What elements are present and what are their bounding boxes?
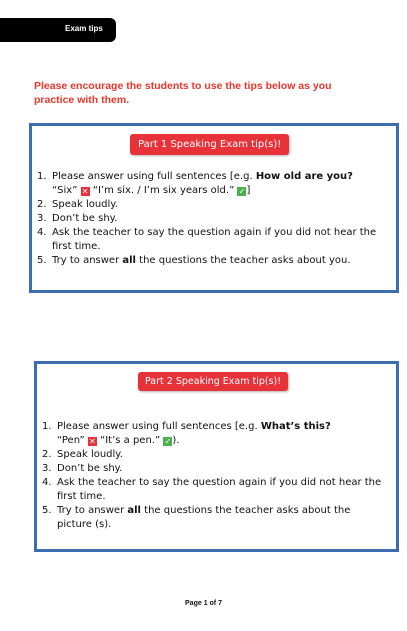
- list-item-number: 3.: [42, 463, 52, 474]
- tip-text: the questions the teacher asks about you.: [135, 255, 351, 266]
- cross-box-icon: ✕: [81, 187, 89, 196]
- part2-tips-box: [34, 361, 399, 552]
- list-item-number: 4.: [37, 227, 47, 238]
- tip-text: Don’t be shy.: [52, 213, 118, 224]
- tip-text: Don’t be shy.: [57, 463, 123, 474]
- list-item: [37, 226, 392, 254]
- right-answer: “I’m six. / I’m six years old.”: [89, 185, 238, 196]
- wrong-answer: “Six”: [52, 185, 78, 196]
- tip-text: Try to answer: [57, 505, 128, 516]
- part2-tips-list: [42, 420, 387, 532]
- tip-text: Ask the teacher to say the question again if you did not hear the first time.: [52, 227, 377, 252]
- tip-text: Please answer using full sentences [e.g.: [52, 171, 256, 182]
- list-item: [42, 462, 387, 476]
- list-item-number: 1.: [42, 421, 52, 432]
- list-item-number: 4.: [42, 477, 52, 488]
- list-item: [42, 476, 387, 504]
- list-item-number: 5.: [42, 505, 52, 516]
- list-item: [37, 212, 392, 226]
- check-box-icon: ✓: [164, 437, 172, 446]
- part1-tips-box: [29, 123, 399, 293]
- header-tab: [0, 18, 116, 42]
- example-line: [52, 184, 392, 198]
- tip-text: Speak loudly.: [57, 449, 123, 460]
- list-item: [37, 254, 392, 268]
- tip-text: Ask the teacher to say the question again if you did not hear the first time.: [57, 477, 382, 502]
- list-item-number: 2.: [42, 449, 52, 460]
- list-item: [42, 448, 387, 462]
- emphasis: all: [122, 255, 136, 266]
- instruction-text: Please encourage the students to use the tips below as you practice with them.: [34, 80, 332, 106]
- example-question: How old are you?: [255, 171, 353, 182]
- list-item-number: 2.: [37, 199, 47, 210]
- cross-box-icon: ✕: [89, 437, 96, 446]
- list-item: [42, 504, 387, 532]
- tip-text: Try to answer: [52, 255, 123, 266]
- part2-title-badge: Part 2 Speaking Exam tip(s)!: [138, 372, 288, 391]
- page-number: Page 1 of 7: [185, 600, 222, 607]
- example-line: [57, 434, 387, 448]
- tip-text: Speak loudly.: [52, 199, 118, 210]
- wrong-answer: “Pen”: [57, 435, 85, 446]
- list-item-number: 1.: [37, 171, 47, 182]
- example-question: What’s this?: [260, 421, 331, 432]
- check-box-icon: ✓: [238, 187, 246, 196]
- list-item: [37, 170, 392, 198]
- emphasis: all: [127, 505, 141, 516]
- tip-text: Please answer using full sentences [e.g.: [57, 421, 261, 432]
- list-item-number: 5.: [37, 255, 47, 266]
- bracket-close: ]: [246, 185, 251, 196]
- list-item: [42, 420, 387, 448]
- header-tab-label: Exam tips: [65, 24, 103, 33]
- right-answer: “It’s a pen.”: [96, 435, 164, 446]
- bracket-close: ).: [172, 435, 180, 446]
- part1-title-badge: Part 1 Speaking Exam tip(s)!: [130, 134, 289, 155]
- list-item-number: 3.: [37, 213, 47, 224]
- list-item: [37, 198, 392, 212]
- tip-text: the questions the teacher asks about the picture (s).: [57, 505, 351, 530]
- part1-tips-list: [37, 170, 392, 268]
